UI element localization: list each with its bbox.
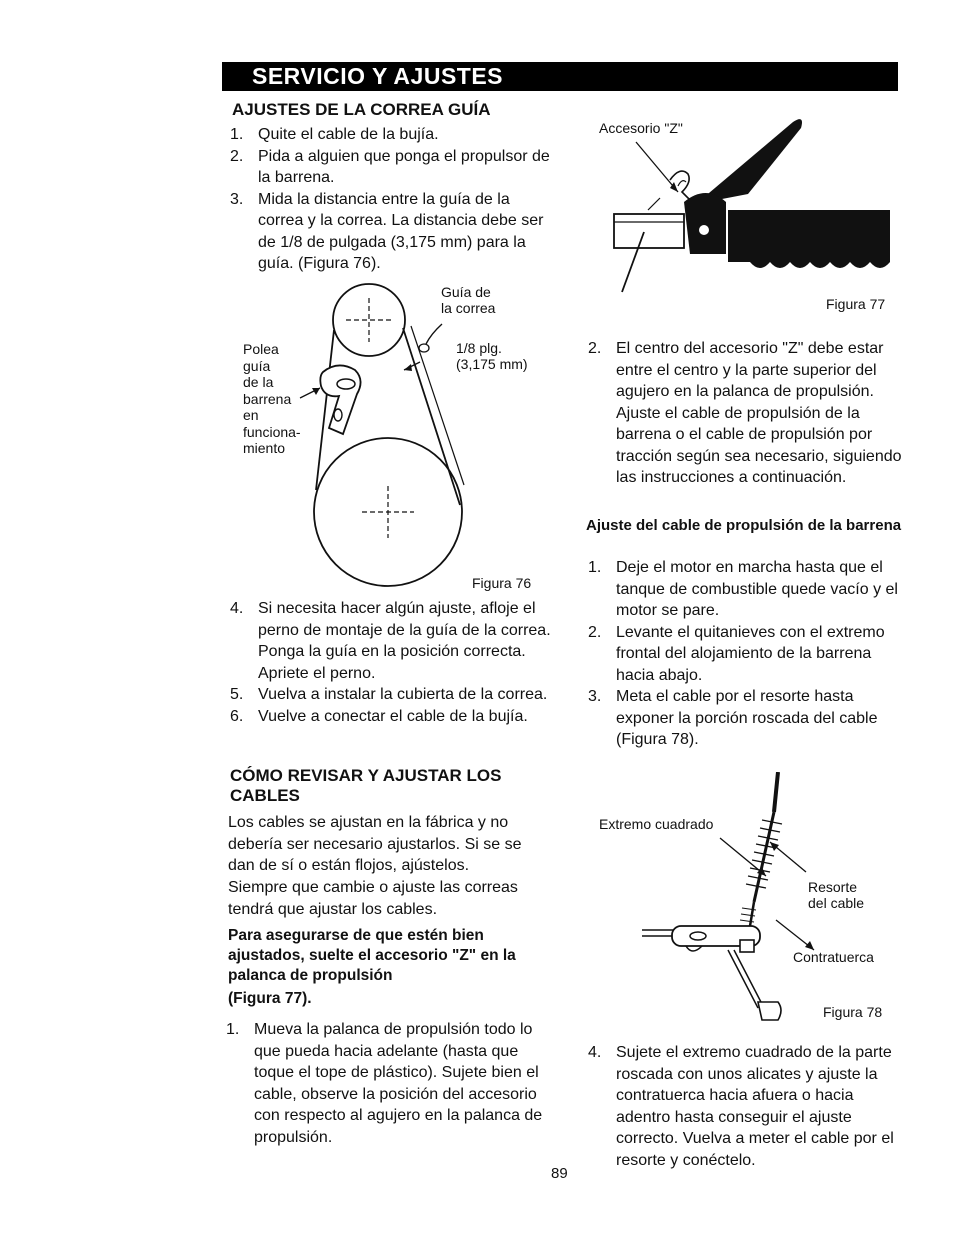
step-text: Vuelve a conectar el cable de la bujía. (258, 707, 528, 725)
step-text: Meta el cable por el resorte hasta exponer la porción roscada del cable (Figura 78). (616, 688, 878, 748)
label-belt-guide: Guía de la correa (441, 284, 496, 316)
step-number: 2. (588, 623, 602, 641)
caption-figure-77: Figura 77 (826, 296, 886, 312)
heading-belt-guide: AJUSTES DE LA CORREA GUÍA (232, 100, 491, 119)
steps-belt-guide-a (228, 124, 558, 275)
caption-figure-78: Figura 78 (823, 1004, 883, 1020)
step-square-end (586, 1042, 908, 1171)
section-banner: SERVICIO Y AJUSTES (222, 62, 898, 91)
list-item (228, 684, 558, 706)
step-number: 6. (230, 707, 244, 725)
list-item (586, 1042, 908, 1171)
step-number: 4. (588, 1044, 602, 1061)
step-number: 1. (226, 1021, 240, 1038)
step-text: Pida a alguien que ponga el propulsor de la barrena. (258, 147, 550, 186)
step-text: Mida la distancia entre la guía de la correa y la correa. La distancia debe ser de 1/8 de pulgada (3,175 mm) para la guía. (Figura 76). (258, 190, 544, 272)
step-number: 2. (230, 147, 244, 165)
figure-77-diagram (608, 112, 898, 302)
label-idler-pulley: Polea guía de la barrena en funciona- miento (243, 341, 301, 456)
step-number: 4. (230, 600, 244, 617)
bold-instruction: Para asegurarse de que estén bien ajustados, suelte el accesorio "Z" en la palanca de propulsión (228, 927, 516, 984)
list-item (224, 1019, 544, 1148)
step-number: 2. (588, 340, 602, 357)
bold-figure-ref: (Figura 77). (228, 990, 312, 1007)
label-lock-nut: Contratuerca (793, 949, 874, 965)
step-z-center (586, 338, 908, 489)
steps-auger-cable (586, 557, 908, 751)
step-text: Sujete el extremo cuadrado de la parte roscada con unos alicates y ajuste la contratuerca hacia afuera o hacia adentro hasta conseguir el ajuste correcto. Vuelva a meter el cable por el resorte y conéctelo. (616, 1044, 894, 1169)
step-text: Mueva la palanca de propulsión todo lo que pueda hacia adelante (hasta que toque el tope de plástico). Sujete bien el cable, observe la posición del accesorio con respecto al agujero en la palanca de propulsión. (254, 1021, 543, 1146)
step-number: 3. (230, 190, 244, 208)
subheading-auger-cable: Ajuste del cable de propulsión de la barrena (586, 517, 902, 534)
step-text: Si necesita hacer algún ajuste, afloje el perno de montaje de la guía de la correa. Ponga la guía en la posición correcta. Apriete el perno. (258, 600, 551, 682)
heading-cables: CÓMO REVISAR Y AJUSTAR LOS CABLES (230, 766, 502, 805)
step-number: 1. (588, 559, 602, 576)
figure-78-diagram (636, 772, 836, 1032)
list-item (586, 557, 908, 622)
page-number: 89 (551, 1165, 568, 1182)
step-text: Vuelva a instalar la cubierta de la correa. (258, 686, 548, 703)
paragraph-cables-intro: Los cables se ajustan en la fábrica y no debería ser necesario ajustarlos. Si se se dan de sí o están flojos, ajústelos. (228, 814, 522, 874)
list-item (586, 686, 908, 751)
list-item (228, 598, 558, 684)
caption-figure-76: Figura 76 (472, 575, 532, 591)
step-text: Quite el cable de la bujía. (258, 126, 439, 143)
steps-belt-guide-b (228, 598, 558, 727)
list-item (228, 706, 558, 728)
step-number: 5. (230, 686, 244, 703)
paragraph-cables-belts: Siempre que cambie o ajuste las correas tendrá que ajustar los cables. (228, 879, 518, 918)
label-distance: 1/8 plg. (3,175 mm) (456, 340, 528, 372)
list-item (586, 622, 908, 687)
label-z-fitting: Accesorio "Z" (599, 120, 683, 136)
label-cable-spring: Resorte del cable (808, 879, 865, 911)
list-item (586, 338, 908, 489)
step-number: 3. (588, 688, 602, 705)
list-item (228, 189, 558, 275)
list-item (228, 124, 558, 146)
step-number: 1. (230, 126, 244, 143)
step-text: Levante el quitanieves con el extremo frontal del alojamiento de la barrena hacia abajo. (616, 623, 885, 684)
step-text: Deje el motor en marcha hasta que el tanque de combustible quede vacío y el motor se pare. (616, 559, 898, 619)
steps-cables (224, 1019, 544, 1148)
step-text: El centro del accesorio "Z" debe estar entre el centro y la parte superior del agujero en la palanca de propulsión. Ajuste el cable de propulsión de la barrena o el cable de propulsión por tracción según sea necesario, siguiendo las instrucciones a continuación. (616, 340, 902, 486)
list-item (228, 146, 558, 189)
label-square-end: Extremo cuadrado (599, 816, 714, 832)
